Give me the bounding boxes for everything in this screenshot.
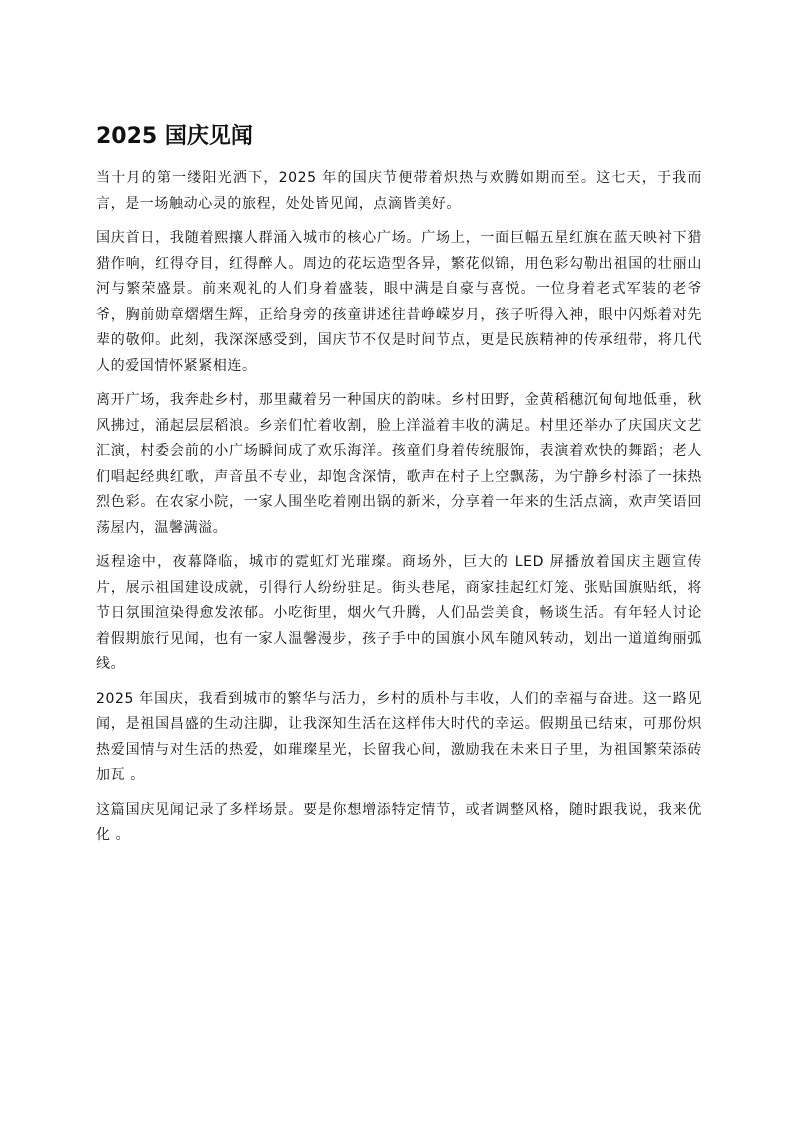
paragraph-national-day-square: 国庆首日，我随着熙攘人群涌入城市的核心广场。广场上，一面巨幅五星红旗在蓝天映衬下猎猎作响，红得夺目，红得醉人。周边的花坛造型各异，繁花似锦，用色彩勾勒出祖国的壮丽山河与繁荣盛景。前来观礼的人们身着盛装，眼中满是自豪与喜悦。一位身着老式军装的老爷爷，胸前勋章熠熠生辉，正给身旁的孩童讲述往昔峥嵘岁月，孩子听得入神，眼中闪烁着对先辈的敬仰。此刻，我深深感受到，国庆节不仅是时间节点，更是民族精神的传承纽带，将几代人的爱国情怀紧紧相连。 — [96, 230, 702, 374]
paragraph-closing-note: 这篇国庆见闻记录了多样场景。要是你想增添特定情节，或者调整风格，随时跟我说，我来优化 。 — [96, 801, 702, 843]
paragraph-village-visit: 离开广场，我奔赴乡村，那里藏着另一种国庆的韵味。乡村田野，金黄稻穗沉甸甸地低垂，秋风拂过，涌起层层稻浪。乡亲们忙着收割，脸上洋溢着丰收的满足。村里还举办了庆国庆文艺汇演，村委会前的小广场瞬间成了欢乐海洋。孩童们身着传统服饰，表演着欢快的舞蹈；老人们唱起经典红歌，声音虽不专业，却饱含深情，歌声在村子上空飘荡，为宁静乡村添了一抹热烈色彩。在农家小院，一家人围坐吃着刚出锅的新米，分享着一年来的生活点滴，欢声笑语回荡屋内，温馨满溢。 — [96, 392, 702, 536]
document-title: 2025 国庆见闻 — [96, 124, 253, 149]
document-body — [96, 122, 702, 858]
paragraph-intro: 当十月的第一缕阳光洒下，2025 年的国庆节便带着炽热与欢腾如期而至。这七天，于我而言，是一场触动心灵的旅程，处处皆见闻，点滴皆美好。 — [96, 170, 702, 212]
paragraph-return-journey: 返程途中，夜幕降临，城市的霓虹灯光璀璨。商场外，巨大的 LED 屏播放着国庆主题宣传片，展示祖国建设成就，引得行人纷纷驻足。街头巷尾，商家挂起红灯笼、张贴国旗贴纸，将节日氛围渲染得愈发浓郁。小吃街里，烟火气升腾，人们品尝美食，畅谈生活。有年轻人讨论着假期旅行见闻，也有一家人温馨漫步，孩子手中的国旗小风车随风转动，划出一道道绚丽弧线。 — [96, 554, 702, 672]
paragraph-conclusion: 2025 年国庆，我看到城市的繁华与活力，乡村的质朴与丰收，人们的幸福与奋进。这一路见闻，是祖国昌盛的生动注脚，让我深知生活在这样伟大时代的幸运。假期虽已结束，可那份炽热爱国情与对生活的热爱，如璀璨星光，长留我心间，激励我在未来日子里，为祖国繁荣添砖加瓦 。 — [96, 690, 702, 783]
